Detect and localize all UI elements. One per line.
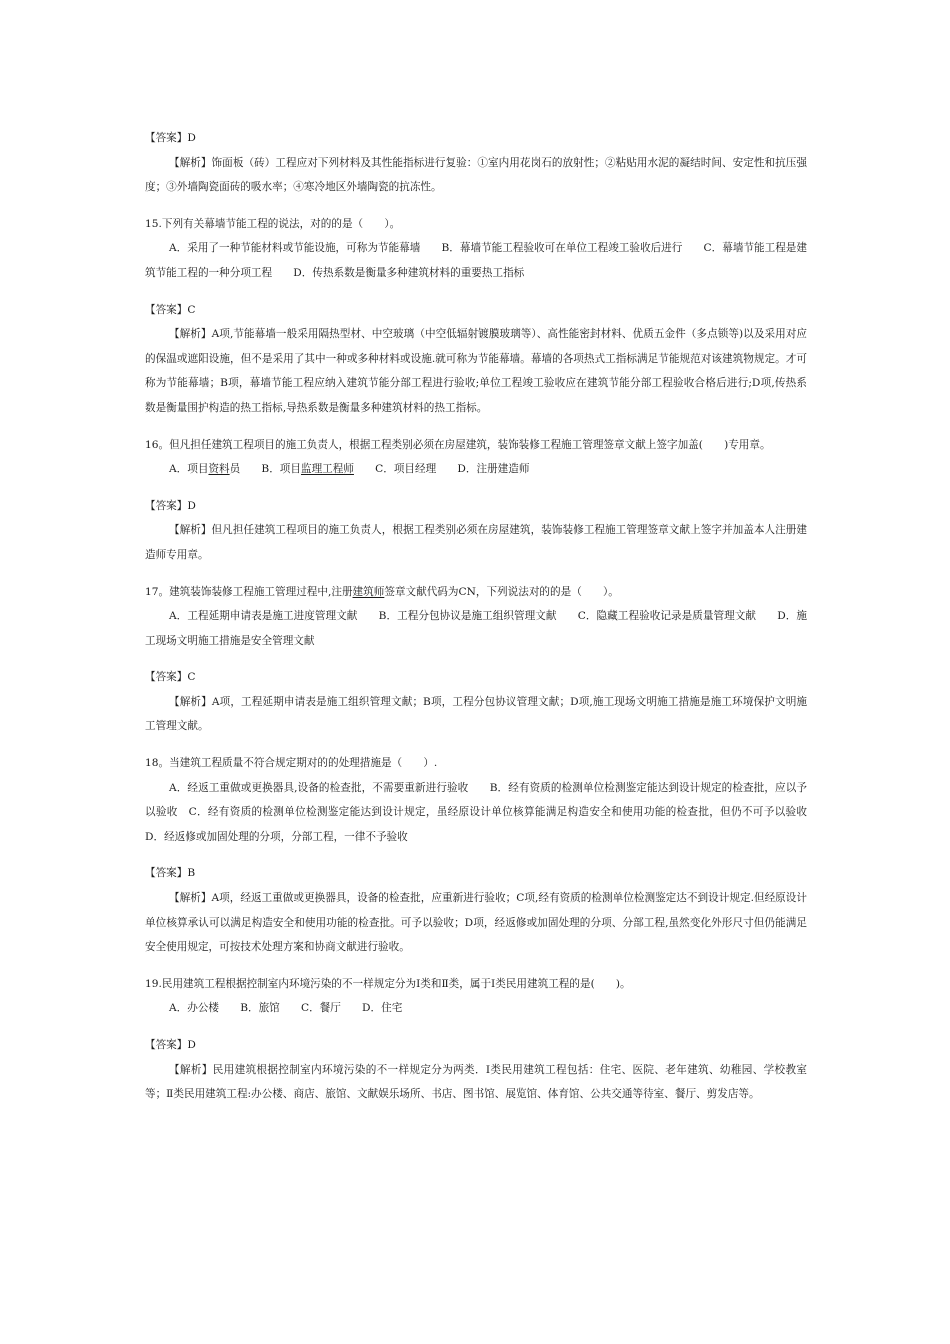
document-page [145,126,818,1107]
analysis-paragraph: 【解析】A项，工程延期申请表是施工组织管理文献；B项，工程分包协议管理文献；D项,施工现场文明施工措施是施工环境保护文明施工管理文献。 [145,695,808,733]
analysis-paragraph: 【解析】民用建筑根据控制室内环境污染的不一样规定分为两类．Ⅰ类民用建筑工程包括：住宅、医院、老年建筑、幼稚园、学校教室等；Ⅱ类民用建筑工程:办公楼、商店、旅馆、文献娱乐场所、书店、图书馆、展览馆、体育馆、公共交通等待室、餐厅、剪发店等。 [145,1063,807,1101]
question-17-options: A．工程延期申请表是施工进度管理文献 B．工程分包协议是施工组织管理文献 C．隐藏工程验收记录是质量管理文献 D．施工现场文明施工措施是安全管理文献 [145,610,807,647]
question-17: 17。建筑装饰装修工程施工管理过程中,注册建筑师签章文献代码为CN，下列说法对的的是（ ）。 [145,585,619,598]
analysis-paragraph: 【解析】A项,节能幕墙一般采用隔热型材、中空玻璃（中空低辐射镀膜玻璃等）、高性能密封材料、优质五金件（多点锁等)以及采用对应的保温或遮阳设施，但不是采用了其中一种或多种材料或设施.就可称为节能幕墙。幕墙的各项热式工指标满足节能规范对该建筑物规定。才可称为节能幕墙；B项，幕墙节能工程应纳入建筑节能分部工程进行验收;单位工程竣工验收应在建筑节能分部工程验收合格后进行;D项,传热系数是衡量围护构造的热工指标,导热系数是衡量多种建筑材料的热工指标。 [145,328,808,414]
question-15: 15.下列有关幕墙节能工程的说法，对的的是（ ）。 [145,217,401,230]
answer-line: 【答案】D [145,1039,196,1051]
question-19: 19.民用建筑工程根据控制室内环境污染的不一样规定分为Ⅰ类和Ⅱ类，属于Ⅰ类民用建筑工程的是( )。 [145,977,631,990]
analysis-paragraph: 【解析】A项，经返工重做或更换器具，设备的检查批，应重新进行验收；C项,经有资质的检测单位检测鉴定达不到设计规定.但经原设计单位核算承认可以满足构造安全和使用功能的检查批。可予以验收；D项，经返修或加固处理的分项、分部工程,虽然变化外形尺寸但仍能满足安全使用规定，可按技术处理方案和协商文献进行验收。 [145,892,807,954]
analysis-paragraph: 【解析】但凡担任建筑工程项目的施工负责人，根据工程类别必须在房屋建筑，装饰装修工程施工管理签章文献上签字并加盖本人注册建造师专用章。 [145,524,808,561]
answer-line: 【答案】C [145,303,196,316]
question-18: 18。当建筑工程质量不符合规定期对的的处理措施是（ ）. [145,757,438,770]
question-15-options: A．采用了一种节能材料或节能设施，可称为节能幕墙 B．幕墙节能工程验收可在单位工程竣工验收后进行 C．幕墙节能工程是建筑节能工程的一种分项工程 D．传热系数是衡量多种建筑材料的重要热工指标 [145,242,807,279]
question-19-options: A．办公楼 B．旅馆 C．餐厅 D．住宅 [169,1002,403,1015]
answer-line: 【答案】C [145,671,196,684]
answer-line: 【答案】D [145,132,196,144]
question-16-options: A．项目资料员 B．项目监理工程师 C．项目经理 D．注册建造师 [169,463,530,476]
question-18-options: A．经返工重做或更换器具,设备的检查批，不需要重新进行验收 B．经有资质的检测单位检测鉴定能达到设计规定的检查批，应以予以验收 C．经有资质的检测单位检测鉴定能达到设计规定，虽经原设计单位核算能满足构造安全和使用功能的检查批，但仍不可予以验收 D．经返修或加固处理的分项，分部工程，一律不予验收 [145,781,818,843]
analysis-paragraph: 【解析】饰面板（砖）工程应对下列材料及其性能指标进行复验：①室内用花岗石的放射性；②粘贴用水泥的凝结时间、安定性和抗压强度；③外墙陶瓷面砖的吸水率；④寒冷地区外墙陶瓷的抗冻性。 [145,156,808,194]
answer-line: 【答案】D [145,499,196,512]
question-16: 16。但凡担任建筑工程项目的施工负责人，根据工程类别必须在房屋建筑，装饰装修工程施工管理签章文献上签字加盖( )专用章。 [145,438,771,451]
answer-line: 【答案】B [145,867,196,880]
